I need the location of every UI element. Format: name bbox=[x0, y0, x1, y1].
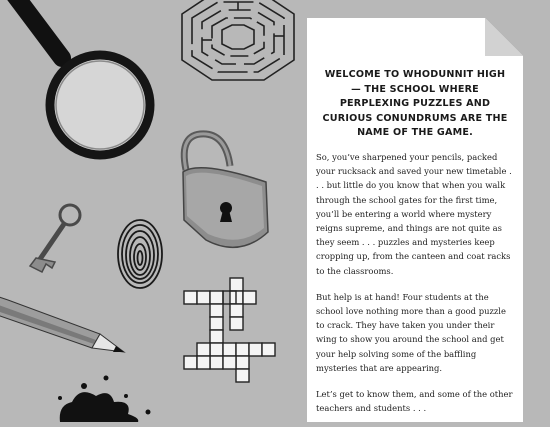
intro-body bbox=[316, 150, 516, 427]
intro-paragraph-1: So, you’ve sharpened your pencils, packed your rucksack and saved your new timetable . . . but little do you know that when you walk through the school gates for the first time, you’ll be entering a world where mystery reigns supreme, and things are not quite as they seem . . . puzzles and mysteries keep cropping up, from the canteen and coat racks to the classrooms. bbox=[316, 152, 512, 276]
intro-paragraph-2: But help is at hand! Four students at the school love nothing more than a good puzzle to crack. They have taken you under their wing to show you around the school and get your help solving some of the baffling mysteries that are appearing. bbox=[316, 291, 506, 373]
intro-paragraph-3: Let’s get to know them, and some of the other teachers and students . . . bbox=[316, 389, 513, 414]
pencil-icon bbox=[0, 296, 124, 352]
hexagon-maze-icon bbox=[182, 0, 294, 80]
magnifying-glass-icon bbox=[14, 0, 150, 155]
skeleton-key-icon bbox=[30, 205, 80, 272]
fingerprint-icon bbox=[118, 220, 162, 288]
crossword-grid-icon bbox=[184, 278, 275, 382]
intro-heading: WELCOME TO WHODUNNIT HIGH — THE SCHOOL WHERE PERPLEXING PUZZLES AND CURIOUS CONUNDRUMS ARE THE NAME OF THE GAME. bbox=[322, 69, 508, 138]
ink-splat-icon bbox=[58, 376, 151, 423]
padlock-icon bbox=[183, 134, 268, 247]
